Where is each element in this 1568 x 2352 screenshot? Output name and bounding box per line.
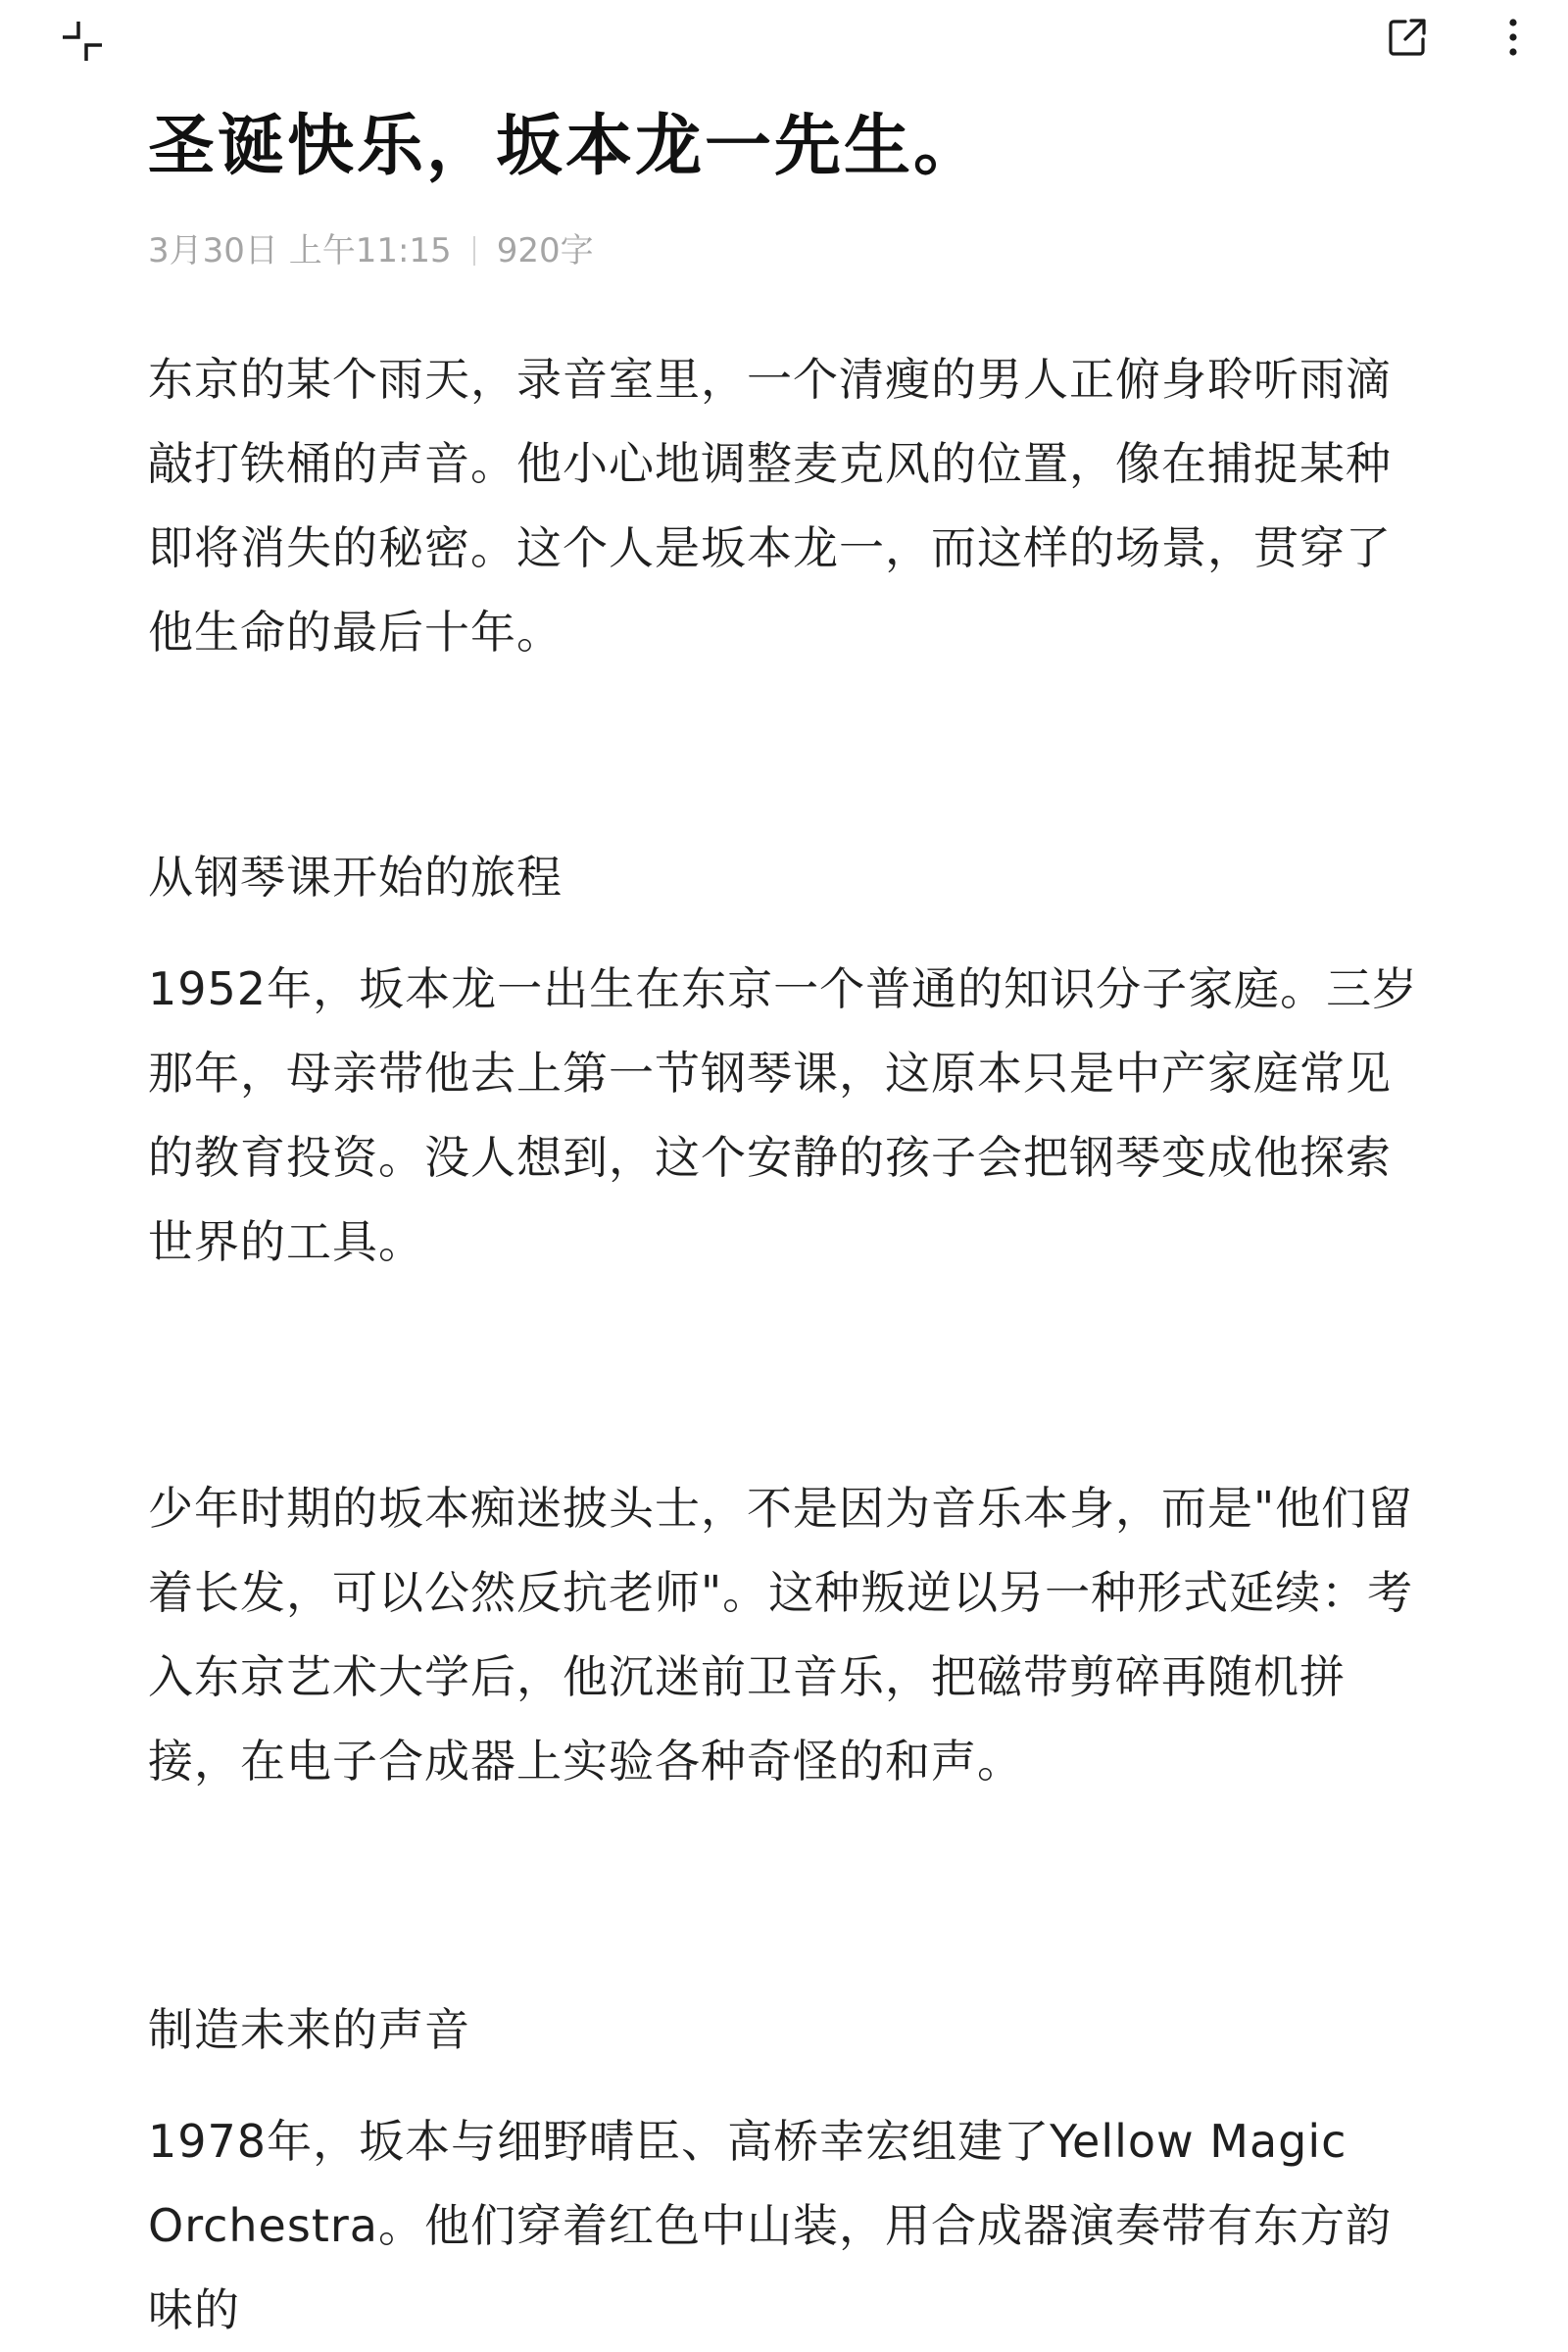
more-vertical-icon xyxy=(1503,14,1523,61)
word-count: 920字 xyxy=(496,231,594,270)
share-button[interactable] xyxy=(1376,6,1439,69)
body-paragraph[interactable]: 1978年，坂本与细野晴臣、高桥幸宏组建了Yellow Magic Orchestra。他们穿着红色中山装，用合成器演奏带有东方韵味的 xyxy=(148,2115,1392,2336)
more-options-button[interactable] xyxy=(1482,6,1544,69)
collapse-button[interactable] xyxy=(51,10,114,73)
body-paragraph[interactable]: 1952年，坂本龙一出生在东京一个普通的知识分子家庭。三岁那年，母亲带他去上第一节钢琴课，这原本只是中产家庭常见的教育投资。没人想到，这个安静的孩子会把钢琴变成他探索世界的工具。 xyxy=(148,962,1419,1268)
share-external-icon xyxy=(1386,16,1429,59)
section-heading[interactable]: 从钢琴课开始的旅程 xyxy=(148,851,563,904)
note-article xyxy=(148,98,1432,2352)
body-paragraph[interactable]: 东京的某个雨天，录音室里，一个清瘦的男人正俯身聆听雨滴敲打铁桶的声音。他小心地调整麦克风的位置，像在捕捉某种即将消失的秘密。这个人是坂本龙一，而这样的场景，贯穿了他生命的最后十年。 xyxy=(148,353,1392,659)
body-paragraph[interactable]: 少年时期的坂本痴迷披头士，不是因为音乐本身，而是"他们留着长发，可以公然反抗老师"。这种叛逆以另一种形式延续：考入东京艺术大学后，他沉迷前卫音乐，把磁带剪碎再随机拼接，在电子合成器上实验各种奇怪的和声。 xyxy=(148,1482,1414,1788)
meta-divider xyxy=(473,236,475,266)
note-title[interactable]: 圣诞快乐，坂本龙一先生。 xyxy=(148,108,984,185)
note-meta xyxy=(148,229,1432,272)
note-date: 3月30日 上午11:15 xyxy=(148,231,452,270)
section-heading[interactable]: 制造未来的声音 xyxy=(148,2003,470,2056)
top-toolbar xyxy=(0,0,1568,78)
collapse-icon xyxy=(59,18,106,65)
